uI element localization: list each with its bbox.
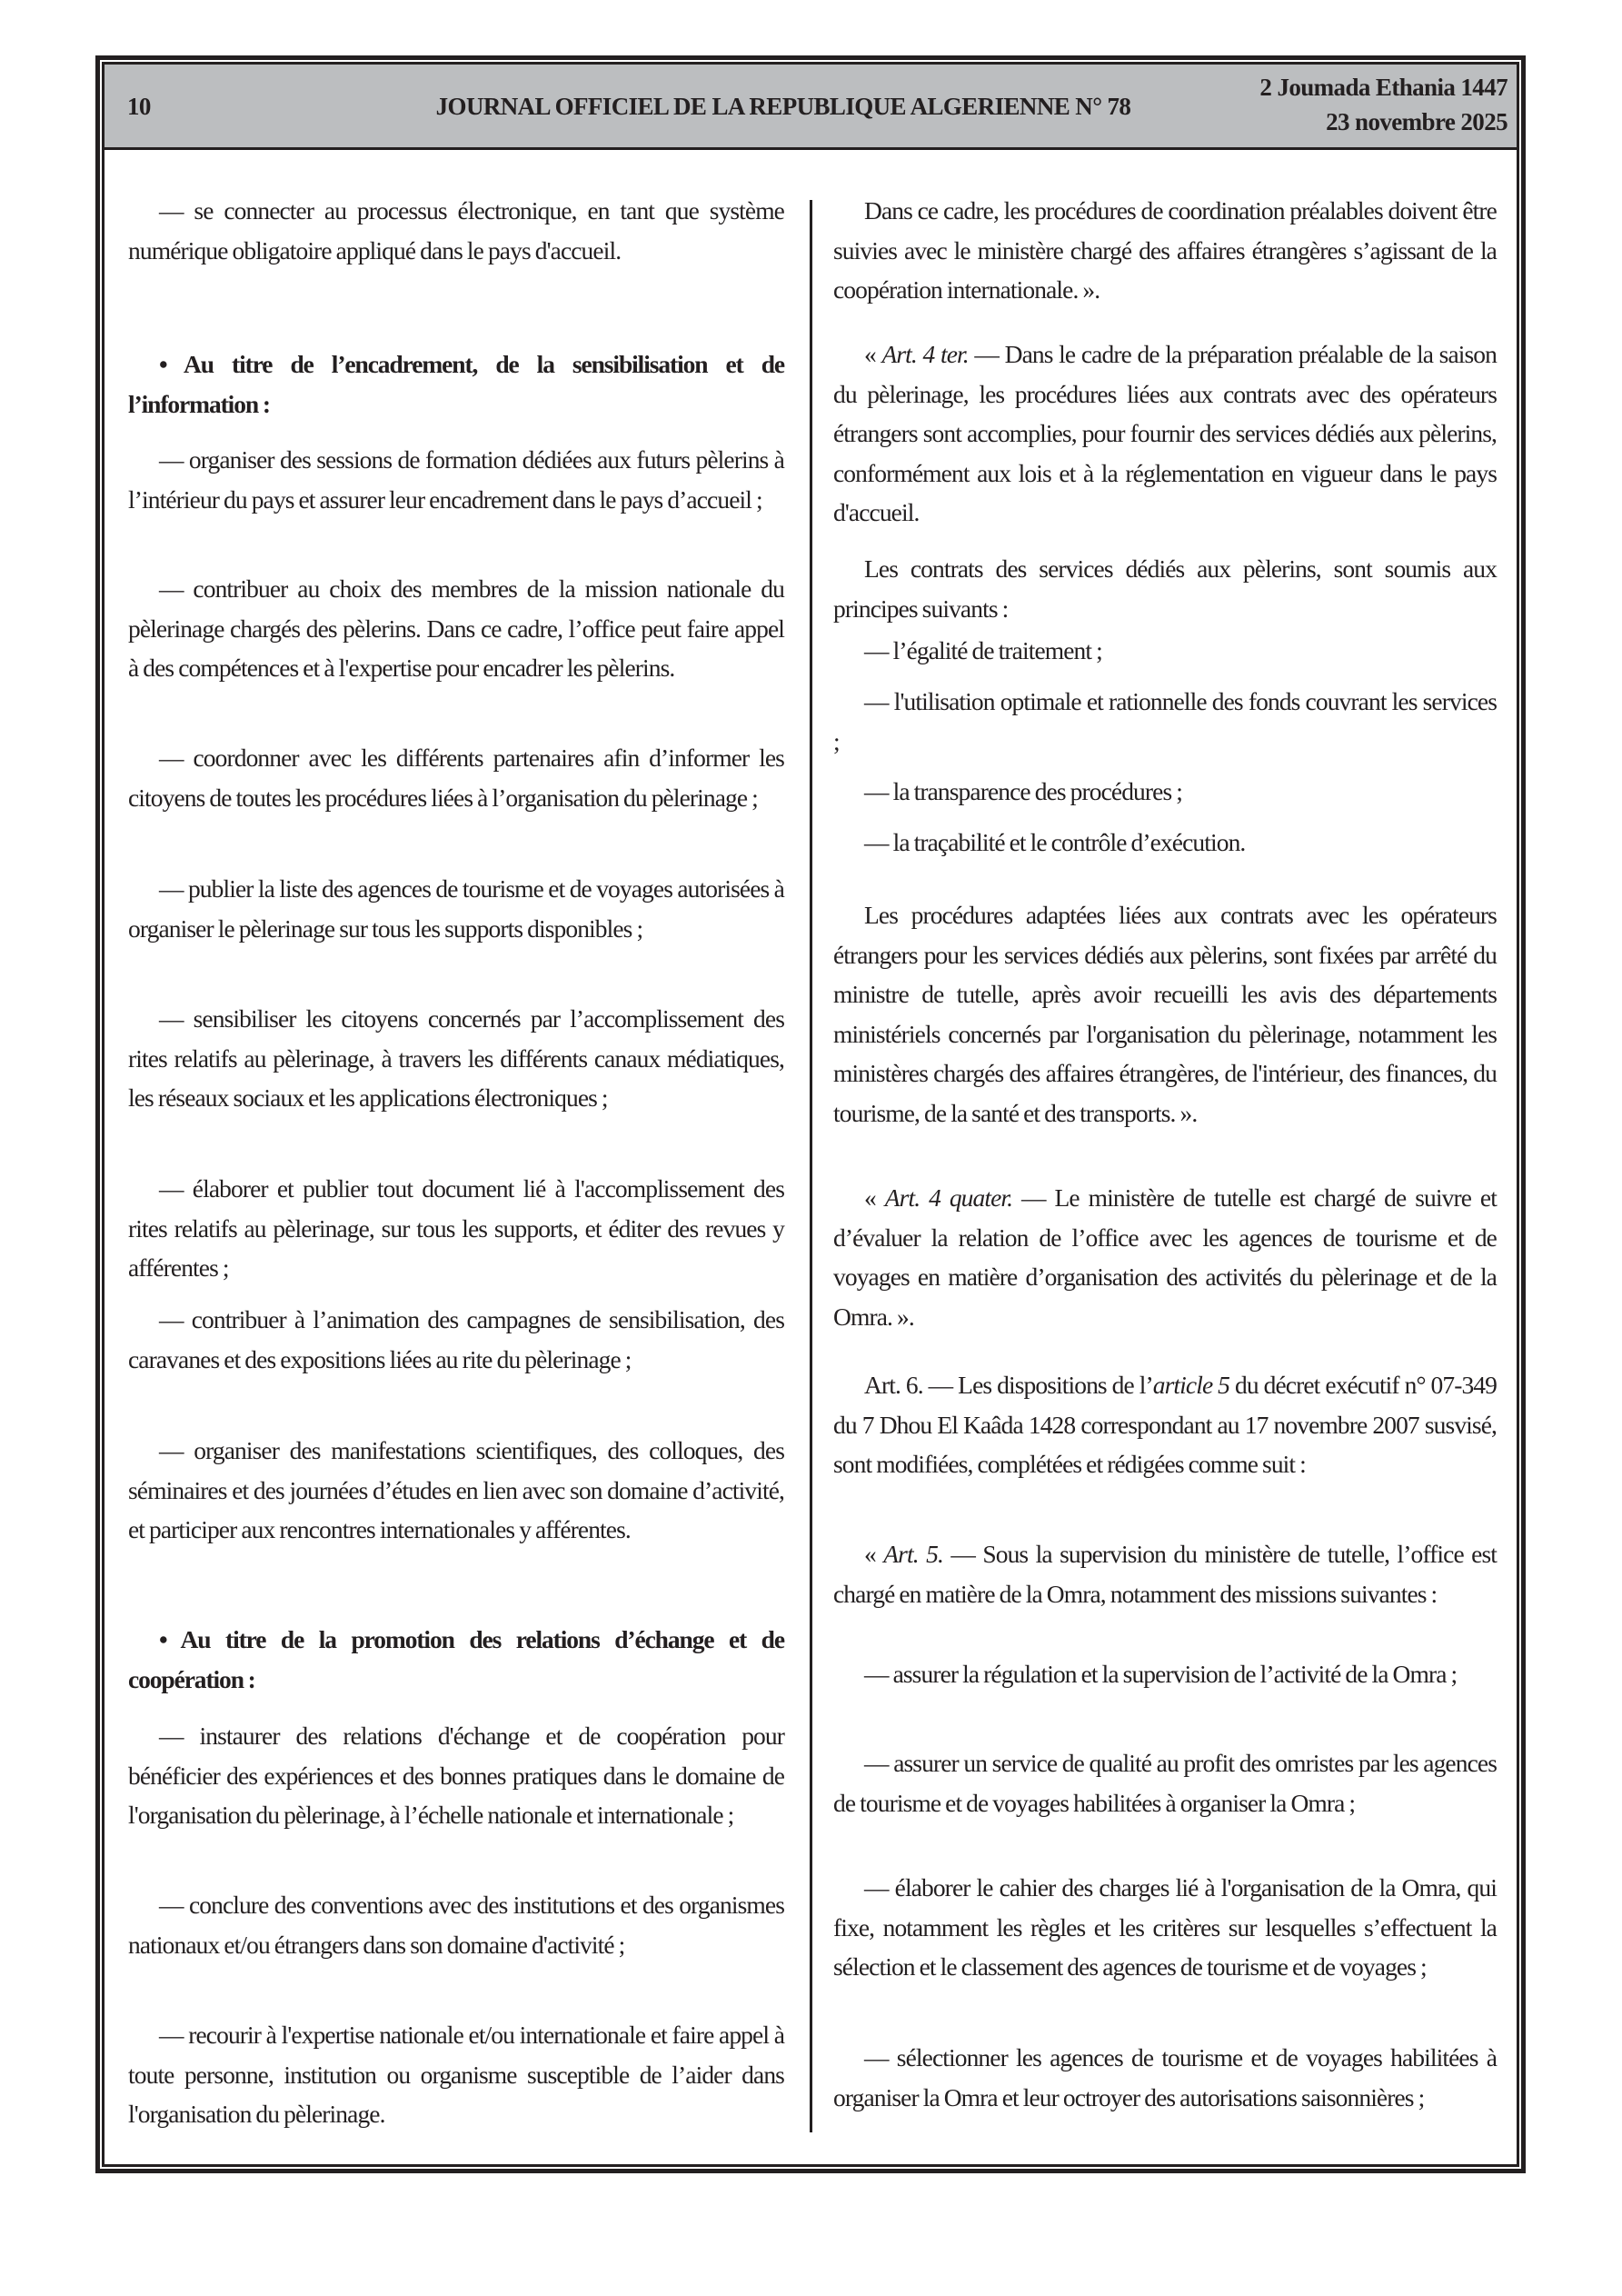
column-divider (810, 200, 812, 2132)
journal-header (104, 65, 1517, 150)
list-item: — sélectionner les agences de tourisme et de voyages habilitées à organiser la Omra et leur octroyer des autorisations saisonnières ; (833, 2043, 1497, 2111)
article-4-ter: « Art. 4 ter. — Dans le cadre de la préparation préalable de la saison du pèlerinage, les procédures liées aux contrats avec des opérateurs étrangers sont accomplies, pour fournir des services dédiés aux pèlerins, conformément aux lois et à la réglementation en vigueur dans le pays d'accueil. (833, 340, 1497, 527)
list-item: — élaborer le cahier des charges lié à l'organisation de la Omra, qui fixe, notamment les règles et les critères sur lesquelles s’effectuent la sélection et le classement des agences de tourisme et de voyages ; (833, 1873, 1497, 1982)
list-item: — la traçabilité et le contrôle d’exécution. (864, 828, 1246, 856)
list-item: — l’égalité de traitement ; (864, 636, 1102, 664)
paragraph: — instaurer des relations d'échange et de coopération pour bénéficier des expériences et des bonnes pratiques dans le domaine de l'organisation du pèlerinage, à l’échelle nationale et internationale ; (128, 1722, 784, 1830)
list-item: — assurer la régulation et la supervision de l’activité de la Omra ; (864, 1660, 1458, 1688)
paragraph: — conclure des conventions avec des institutions et des organismes nationaux et/ou étrangers dans son domaine d'activité ; (128, 1891, 784, 1959)
paragraph: Les contrats des services dédiés aux pèlerins, sont soumis aux principes suivants : (833, 554, 1497, 623)
article-label: Art. 4 ter. (881, 340, 969, 368)
date-hijri: 2 Joumada Ethania 1447 (1259, 74, 1508, 101)
paragraph: Dans ce cadre, les procédures de coordination préalables doivent être suivies avec le ministère chargé des affaires étrangères s’agissant de la coopération internationale. ». (833, 196, 1497, 304)
paragraph: Les procédures adaptées liées aux contrats avec les opérateurs étrangers pour les services dédiés aux pèlerins, sont fixées par arrêté du ministre de tutelle, après avoir recueilli les avis des départements ministériels concernés par l'organisation du pèlerinage, notamment les ministères chargés des affaires étrangères, de l'intérieur, des finances, du tourisme, de la santé et des transports. ». (833, 901, 1497, 1127)
article-label: Art. 5. (883, 1540, 943, 1568)
list-item: — l'utilisation optimale et rationnelle des fonds couvrant les services ; (833, 687, 1497, 755)
journal-title: JOURNAL OFFICIEL DE LA REPUBLIQUE ALGERIENNE N° 78 (435, 93, 1131, 120)
paragraph: — élaborer et publier tout document lié à l'accomplissement des rites relatifs au pèlerinage, sur tous les supports, et éditer des revues y afférentes ; (128, 1174, 784, 1283)
page-number: 10 (127, 93, 151, 120)
paragraph: — se connecter au processus électronique, en tant que système numérique obligatoire appliqué dans le pays d'accueil. (128, 196, 784, 265)
paragraph: — organiser des sessions de formation dédiées aux futurs pèlerins à l’intérieur du pays et assurer leur encadrement dans le pays d’accueil ; (128, 445, 784, 514)
article-label: Art. 4 quater. (884, 1183, 1013, 1212)
paragraph: — sensibiliser les citoyens concernés par l’accomplissement des rites relatifs au pèlerinage, à travers les différents canaux médiatiques, les réseaux sociaux et les applications électroniques ; (128, 1004, 784, 1113)
article-5: « Art. 5. — Sous la supervision du ministère de tutelle, l’office est chargé en matière de la Omra, notamment des missions suivantes : (833, 1540, 1498, 1608)
paragraph: — contribuer au choix des membres de la mission nationale du pèlerinage chargés des pèlerins. Dans ce cadre, l’office peut faire appel à des compétences et à l'expertise pour encadrer les pèlerins. (128, 574, 784, 683)
list-item: — assurer un service de qualité au profit des omristes par les agences de tourisme et de voyages habilitées à organiser la Omra ; (833, 1749, 1497, 1817)
list-item: — la transparence des procédures ; (864, 777, 1182, 805)
paragraph: — recourir à l'expertise nationale et/ou internationale et faire appel à toute personne, institution ou organisme susceptible de l’aider dans l'organisation du pèlerinage. (128, 2021, 784, 2129)
date-gregorian: 23 novembre 2025 (1326, 108, 1508, 135)
paragraph: — publier la liste des agences de tourisme et de voyages autorisées à organiser le pèlerinage sur tous les supports disponibles ; (128, 874, 784, 943)
article-4-quater: « Art. 4 quater. — Le ministère de tutelle est chargé de suivre et d’évaluer la relation de l’office avec les agences de tourisme et de voyages en matière d’organisation des activités du pèlerinage et de la Omra. ». (833, 1183, 1497, 1331)
paragraph: — coordonner avec les différents partenaires afin d’informer les citoyens de toutes les procédures liées à l’organisation du pèlerinage ; (128, 744, 784, 812)
section-heading: • Au titre de la promotion des relations d’échange et de coopération : (128, 1625, 784, 1693)
paragraph: — organiser des manifestations scientifiques, des colloques, des séminaires et des journées d’études en lien avec son domaine d’activité, et participer aux rencontres internationales y afférentes. (128, 1436, 784, 1544)
article-reference: article 5 (1152, 1371, 1230, 1399)
article-6: Art. 6. — Les dispositions de l’article 5 du décret exécutif n° 07-349 du 7 Dhou El Kaâda 1428 correspondant au 17 novembre 2007 susvisé, sont modifiées, complétées et rédigées comme suit : (833, 1371, 1498, 1479)
paragraph: — contribuer à l’animation des campagnes de sensibilisation, des caravanes et des expositions liées au rite du pèlerinage ; (128, 1305, 784, 1373)
section-heading: • Au titre de l’encadrement, de la sensibilisation et de l’information : (128, 350, 784, 418)
